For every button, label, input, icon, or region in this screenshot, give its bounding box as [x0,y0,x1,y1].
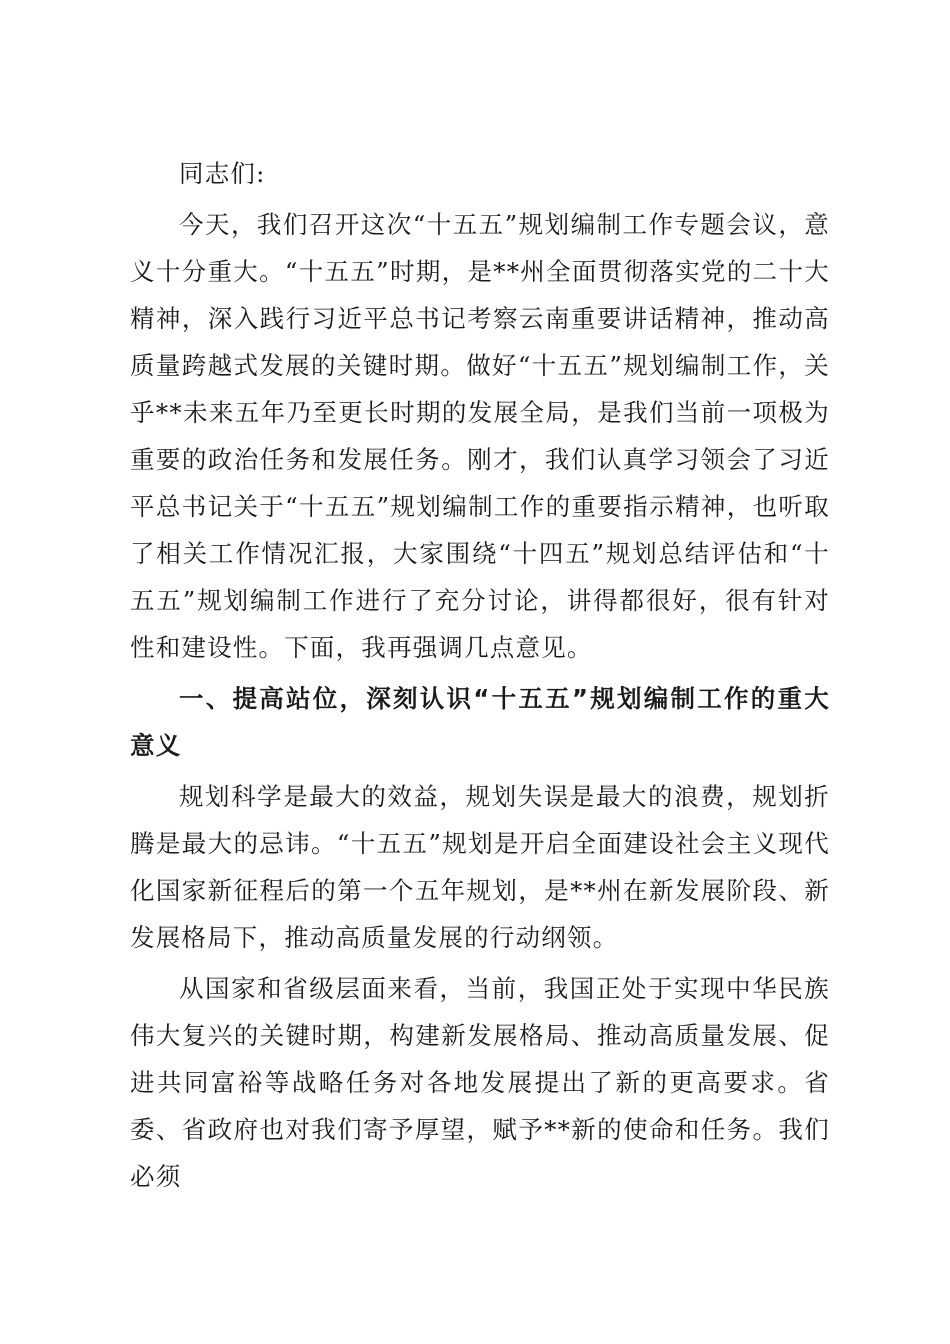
body-paragraph: 从国家和省级层面来看，当前，我国正处于实现中华民族伟大复兴的关键时期，构建新发展格局、推动高质量发展、促进共同富裕等战略任务对各地发展提出了新的更高要求。省委、省政府也对我们寄予厚望，赋予**新的使命和任务。我们必须 [130,974,830,1191]
body-paragraph: 规划科学是最大的效益，规划失误是最大的浪费，规划折腾是最大的忌讳。“十五五”规划是开启全面建设社会主义现代化国家新征程后的第一个五年规划，是**州在新发展阶段、新发展格局下，推动高质量发展的行动纲领。 [130,782,830,952]
document-body [130,150,830,1204]
salutation: 同志们: [179,159,266,188]
intro-paragraph: 今天，我们召开这次“十五五”规划编制工作专题会议，意义十分重大。“十五五”时期，是**州全面贯彻落实党的二十大精神，深入践行习近平总书记考察云南重要讲话精神，推动高质量跨越式发展的关键时期。做好“十五五”规划编制工作，关乎**未来五年乃至更长时期的发展全局，是我们当前一项极为重要的政治任务和发展任务。刚才，我们认真学习领会了习近平总书记关于“十五五”规划编制工作的重要指示精神，也听取了相关工作情况汇报，大家围绕“十四五”规划总结评估和“十五五”规划编制工作进行了充分讨论，讲得都很好，很有针对性和建设性。下面，我再强调几点意见。 [130,210,830,662]
section-heading: 一、提高站位，深刻认识“十五五”规划编制工作的重大意义 [130,684,830,760]
